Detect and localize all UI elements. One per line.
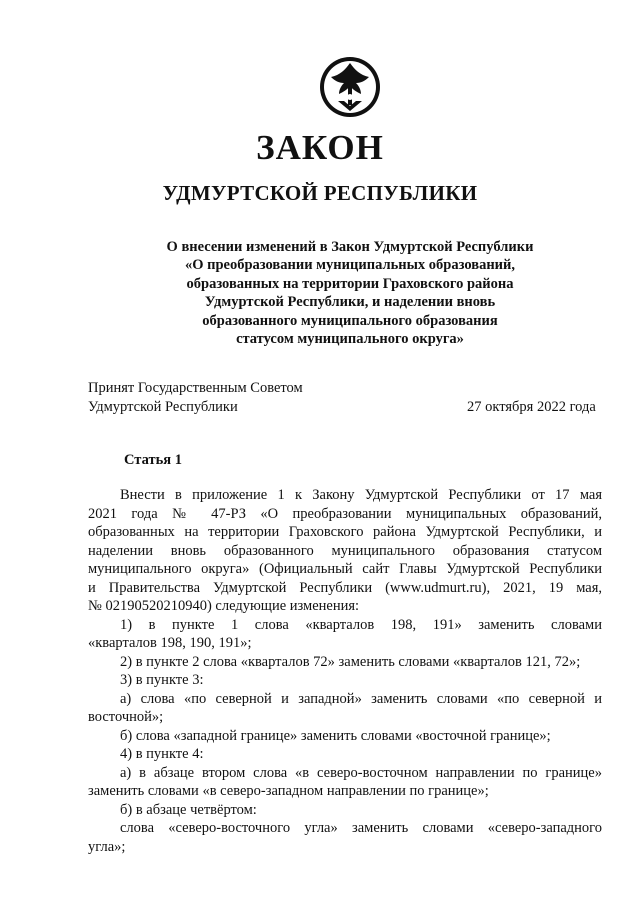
body-line: Внести в приложение 1 к Закону Удмуртской Республики от 17 мая [120,487,602,503]
adopted-line: Принят Государственным Советом [88,380,303,396]
body-line: 4) в пункте 4: [120,746,204,762]
body-line: а) в абзаце втором слова «в северо-восточном направлении по границе» [120,764,602,781]
adoption-date: 27 октября 2022 года [467,399,596,415]
body-line: 2021 года № 47-РЗ «О преобразовании муниципальных образований, [88,505,602,522]
body-line: 1) в пункте 1 слова «кварталов 198, 191» заменить словами [120,616,602,633]
body-line: заменить словами «в северо-западном направлении по границе»; [88,783,489,799]
body-line: № 02190520210940) следующие изменения: [88,598,360,614]
body-line: слова «северо-восточного угла» заменить словами «северо-западного [120,820,602,836]
heading-line: образованного муниципального образования [202,312,498,329]
heading-line: образованных на территории Граховского района [186,275,514,292]
body-line: угла»; [88,838,126,855]
body-line: и Правительства Удмуртской Республики (www.udmurt.ru), 2021, 19 мая, [88,579,602,596]
body-line: а) слова «по северной и западной» заменить словами «по северной и [120,690,602,707]
body-line: 3) в пункте 3: [120,672,204,688]
heading-line: О внесении изменений в Закон Удмуртской Республики [166,239,534,255]
body-line: образованных на территории Граховского района Удмуртской Республики, и [88,524,602,540]
body-line: наделении вновь образованного муниципального образования статусом [88,542,602,559]
body-line: 2) в пункте 2 слова «кварталов 72» заменить словами «кварталов 121, 72»; [120,653,581,670]
body-line: муниципального округа» (Официальный сайт Главы Удмуртской Республики [88,561,602,577]
body-line: восточной»; [88,709,164,725]
body-line: б) в абзаце четвёртом: [120,801,257,818]
body-line: «кварталов 198, 190, 191»; [88,635,252,651]
body-line: б) слова «западной границе» заменить словами «восточной границе»; [120,727,551,744]
heading-line: Удмуртской Республики, и наделении вновь [204,294,496,311]
article-body [88,486,602,856]
coat-of-arms-emblem [318,55,382,119]
heading-line: «О преобразовании муниципальных образований, [184,257,516,274]
law-heading [110,238,590,348]
heading-line: статусом муниципального округа» [236,331,464,348]
law-title: ЗАКОН [256,128,384,167]
article-title: Статья 1 [124,452,182,468]
law-subtitle: УДМУРТСКОЙ РЕСПУБЛИКИ [162,181,478,205]
adopted-by [88,379,303,416]
adopted-line: Удмуртской Республики [88,398,238,415]
